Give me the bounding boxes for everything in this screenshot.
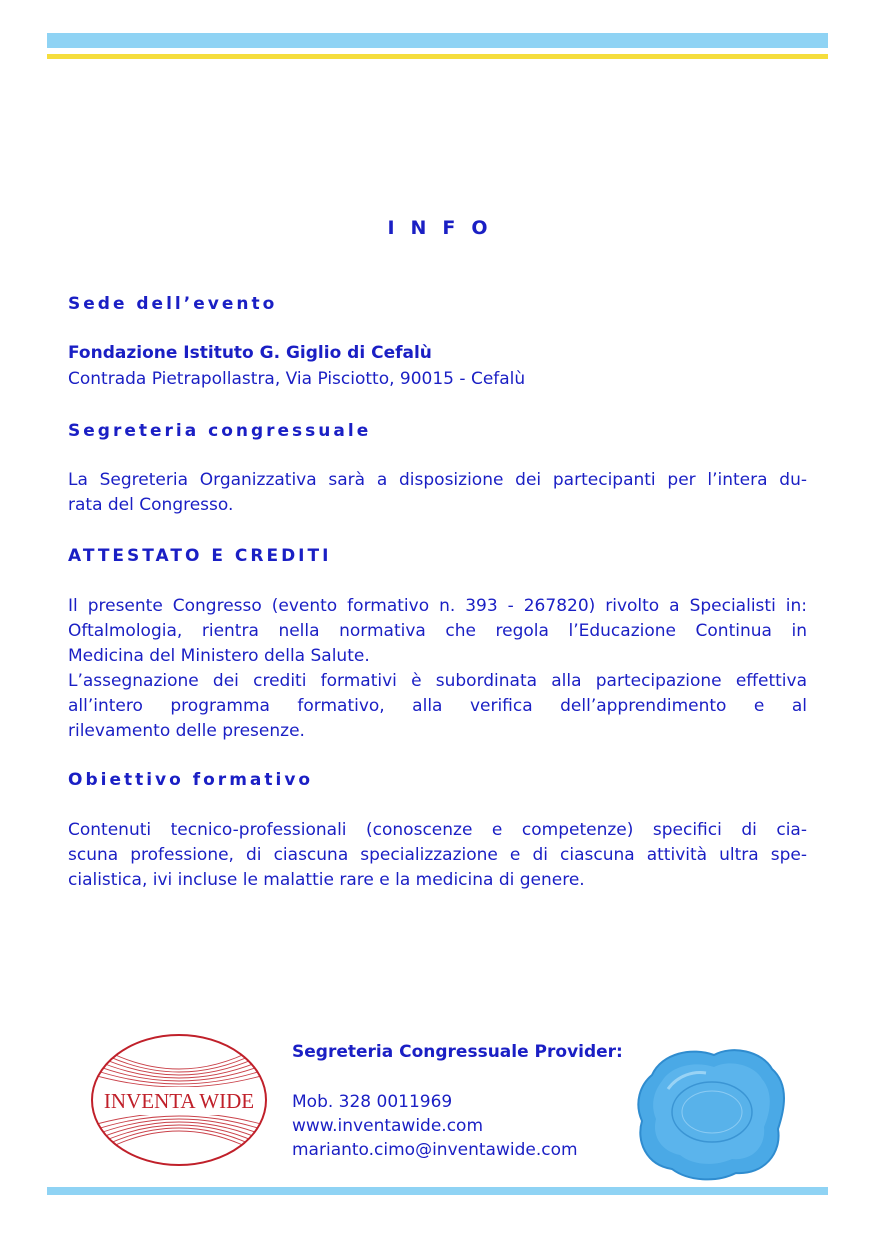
paragraph-line: Contenuti tecnico-professionali (conoscenze e competenze) specifici di cia- bbox=[68, 820, 807, 840]
venue-address: Contrada Pietrapollastra, Via Pisciotto, 90015 - Cefalù bbox=[68, 369, 526, 389]
blue-button-image bbox=[632, 1045, 790, 1183]
provider-contact bbox=[292, 1042, 623, 1162]
venue-name: Fondazione Istituto G. Giglio di Cefalù bbox=[68, 343, 432, 363]
objective-paragraph bbox=[68, 818, 807, 893]
provider-mobile: Mob. 328 0011969 bbox=[292, 1092, 453, 1112]
top-blue-bar bbox=[47, 33, 828, 48]
paragraph-line: rata del Congresso. bbox=[68, 495, 234, 515]
secretariat-heading: Segreteria congressuale bbox=[68, 421, 372, 441]
credits-heading: ATTESTATO E CREDITI bbox=[68, 546, 332, 566]
logo-text: INVENTA WIDE bbox=[103, 1089, 255, 1113]
top-yellow-bar bbox=[47, 54, 828, 59]
credits-paragraph bbox=[68, 594, 807, 744]
paragraph-line: all’intero programma formativo, alla verifica dell’apprendimento e al bbox=[68, 696, 807, 716]
paragraph-line: scuna professione, di ciascuna specializzazione e di ciascuna attività ultra spe- bbox=[68, 845, 807, 865]
paragraph-line: Medicina del Ministero della Salute. bbox=[68, 646, 370, 666]
provider-title: Segreteria Congressuale Provider: bbox=[292, 1042, 623, 1062]
objective-heading: Obiettivo formativo bbox=[68, 770, 314, 790]
paragraph-line: La Segreteria Organizzativa sarà a disposizione dei partecipanti per l’intera du- bbox=[68, 470, 807, 490]
paragraph-line: cialistica, ivi incluse le malattie rare e la medicina di genere. bbox=[68, 870, 585, 890]
paragraph-line: L’assegnazione dei crediti formativi è subordinata alla partecipazione effettiva bbox=[68, 671, 807, 691]
provider-website-link[interactable]: www.inventawide.com bbox=[292, 1116, 484, 1136]
inventa-wide-logo bbox=[90, 1033, 268, 1167]
page-title: INFO bbox=[387, 217, 504, 239]
secretariat-paragraph bbox=[68, 468, 807, 518]
button-shape-graphic bbox=[632, 1045, 790, 1183]
venue-heading: Sede dell’evento bbox=[68, 294, 278, 314]
paragraph-line: Oftalmologia, rientra nella normativa che regola l’Educazione Continua in bbox=[68, 621, 807, 641]
paragraph-line: Il presente Congresso (evento formativo n. 393 - 267820) rivolto a Specialisti in: bbox=[68, 596, 807, 616]
inventa-wide-logo-graphic bbox=[90, 1033, 268, 1167]
bottom-blue-bar bbox=[47, 1187, 828, 1195]
paragraph-line: rilevamento delle presenze. bbox=[68, 721, 305, 741]
provider-email-link[interactable]: marianto.cimo@inventawide.com bbox=[292, 1140, 578, 1160]
